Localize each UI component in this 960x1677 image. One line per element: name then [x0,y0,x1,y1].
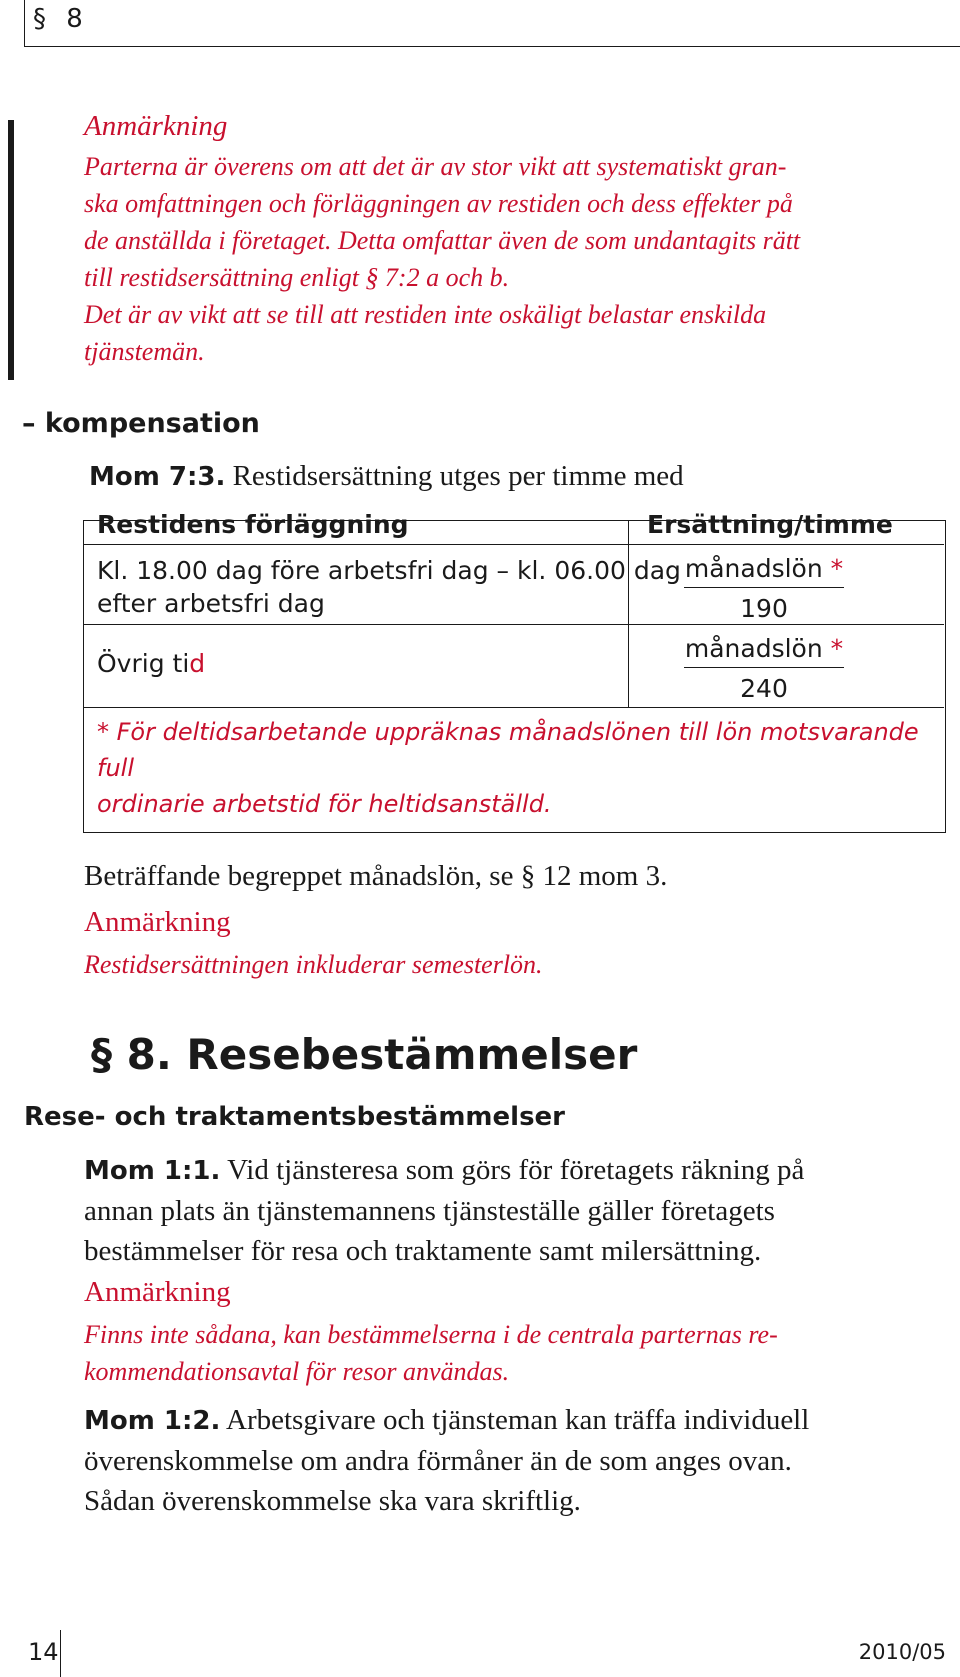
mom11-paragraph [84,1150,954,1271]
note3-line: Finns inte sådana, kan bestämmelserna i de centrala parternas re- [84,1320,778,1349]
mom11-label: Mom 1:1. [84,1156,221,1186]
row2-numerator-text: månadslön [684,634,823,663]
footnote-line: * För deltidsarbetande uppräknas månadslönen till lön motsvarande full [97,718,919,782]
running-head-frame [24,0,960,47]
row2-label-text: Övrig ti [97,649,190,678]
row1-denominator: 190 [740,594,788,623]
footnote-line: ordinarie arbetstid för heltidsanställd. [97,790,552,818]
table-footnote [97,714,945,822]
page-number: 14 [28,1638,59,1666]
note2-heading: Anmärkning [84,906,231,938]
row2-denominator: 240 [740,674,788,703]
mom73-label: Mom 7:3. [89,462,226,492]
table-row [84,544,944,624]
row1-label-line: Kl. 18.00 dag före arbetsfri dag – kl. 06.00 dag [97,556,681,585]
row2-label [97,649,205,678]
mom11-line: annan plats än tjänstemannens tjänsteställe gäller företagets [84,1195,775,1227]
row1-asterisk: * [830,554,844,583]
note3-heading: Anmärkning [84,1276,231,1308]
section-title: § 8. Resebestämmelser [91,1030,638,1079]
note1-line: Parterna är överens om att det är av stor vikt att systematiskt gran- [84,152,787,181]
row2-rate-fraction [654,634,874,703]
note3-body [84,1316,778,1390]
mom12-line: överenskommelse om andra förmåner än de som anges ovan. [84,1445,792,1477]
note1-line: Det är av vikt att se till att restiden inte oskäligt belastar enskilda [84,300,767,329]
mom12-paragraph [84,1400,954,1521]
note1-heading: Anmärkning [84,110,228,142]
row1-label-line: efter arbetsfri dag [97,589,325,618]
running-head [0,0,960,46]
table-header-rate: Ersättning/timme [647,510,893,539]
row1-label [97,554,681,620]
compensation-table [83,510,946,833]
mom11-line [84,1150,954,1191]
row2-label-red: d [189,649,206,678]
mom12-label: Mom 1:2. [84,1406,221,1436]
note1-line: de anställda i företaget. Detta omfattar även de som undantagits rätt [84,226,801,255]
footer-date: 2010/05 [858,1640,946,1664]
mom12-line: Sådan överenskommelse ska vara skriftlig. [84,1485,581,1517]
mom11-line-text: Vid tjänsteresa som görs för företagets räkning på [227,1154,805,1186]
running-head-section: § 8 [33,4,89,34]
note1-line: till restidsersättning enligt § 7:2 a och b. [84,263,510,292]
table-header-row [84,510,944,544]
mom73-paragraph [89,460,684,493]
note1-body [84,148,944,370]
note1-line: ska omfattningen och förläggningen av restiden och dess effekter på [84,189,793,218]
table-header-placement: Restidens förläggning [97,510,409,539]
change-bar [8,120,14,380]
mom11-line: bestämmelser för resa och traktamente samt milersättning. [84,1235,762,1267]
reference-text: Beträffande begreppet månadslön, se § 12 mom 3. [84,860,668,892]
footer-rule [60,1630,61,1677]
row2-numerator [684,634,844,668]
mom12-line-text: Arbetsgivare och tjänsteman kan träffa individuell [226,1404,810,1436]
margin-heading: – kompensation [22,408,260,439]
mom12-line [84,1400,954,1441]
row1-numerator-text: månadslön [684,554,823,583]
table-footnote-divider [84,707,944,708]
row1-numerator [684,554,844,588]
note3-line: kommendationsavtal för resor användas. [84,1357,510,1386]
note1-line: tjänstemän. [84,337,205,366]
note2-body: Restidsersättningen inkluderar semesterlön. [84,950,543,979]
mom73-text: Restidsersättning utges per timme med [232,460,684,492]
row1-rate-fraction [654,554,874,623]
section-subheading: Rese- och traktamentsbestämmelser [24,1102,565,1132]
row2-asterisk: * [830,634,844,663]
table-row [84,624,944,707]
